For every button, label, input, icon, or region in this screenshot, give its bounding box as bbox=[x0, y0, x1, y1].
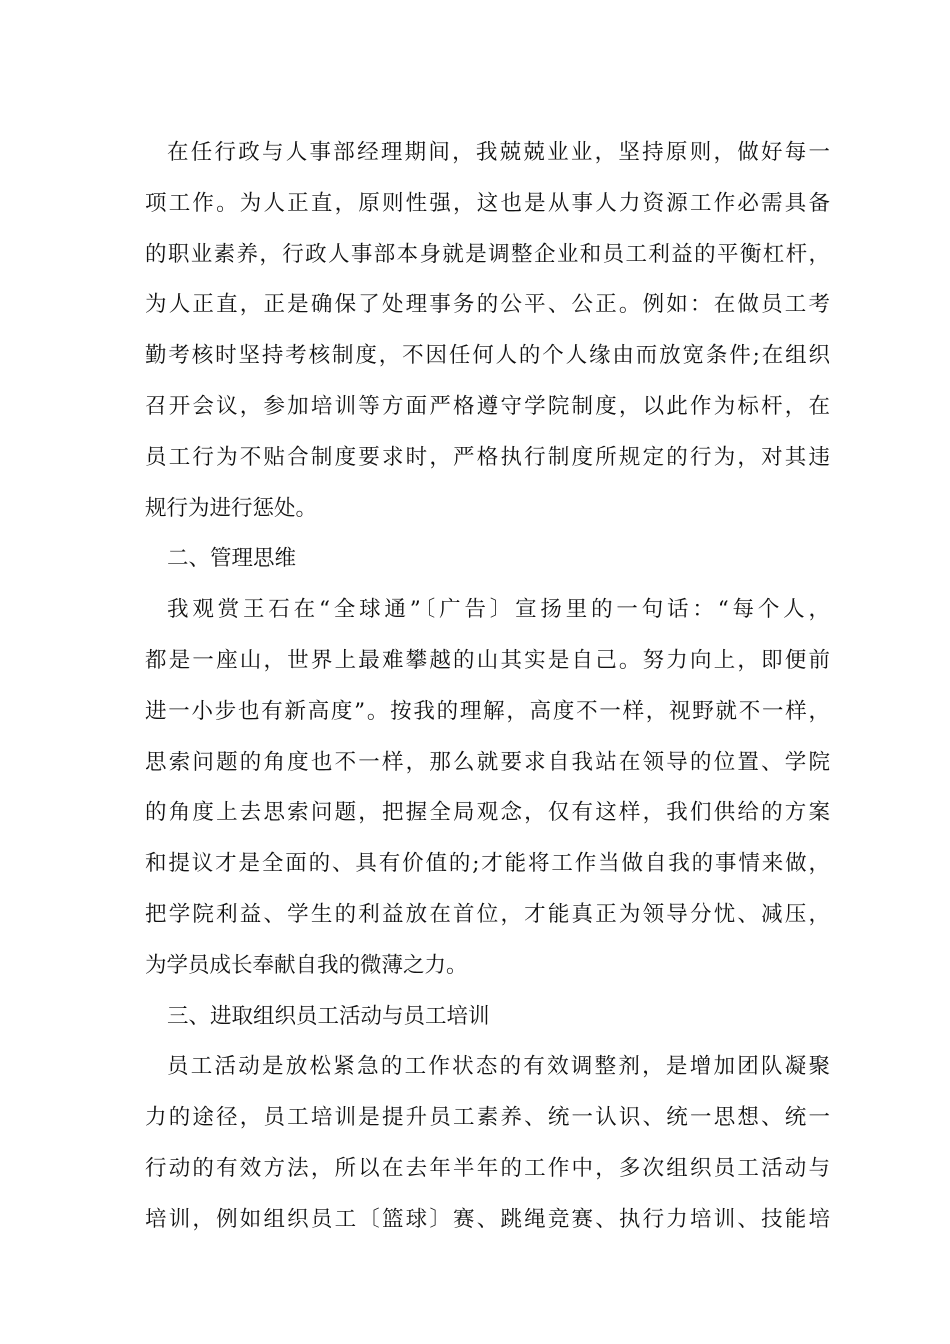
text-line: 的职业素养，行政人事部本身就是调整企业和员工利益的平衡杠杆， bbox=[145, 241, 830, 267]
paragraph-activities bbox=[145, 1042, 830, 1245]
text-line: 员工行为不贴合制度要求时，严格执行制度所规定的行为，对其违 bbox=[145, 444, 830, 470]
text-line: 把学院利益、学生的利益放在首位，才能真正为领导分忧、减压， bbox=[145, 901, 830, 927]
paragraph-management bbox=[145, 585, 830, 991]
text-line: 思索问题的角度也不一样，那么就要求自我站在领导的位置、学院 bbox=[145, 749, 830, 775]
text-line: 力的途径，员工培训是提升员工素养、统一认识、统一思想、统一 bbox=[145, 1105, 830, 1131]
text-line: 的角度上去思索问题，把握全局观念，仅有这样，我们供给的方案 bbox=[145, 800, 830, 826]
text-line: 为学员成长奉献自我的微薄之力。 bbox=[145, 952, 468, 978]
section-heading-management: 二、管理思维 bbox=[167, 546, 297, 572]
text-line: 行动的有效方法，所以在去年半年的工作中，多次组织员工活动与 bbox=[145, 1155, 830, 1181]
text-line: 和提议才是全面的、具有价值的;才能将工作当做自我的事情来做， bbox=[145, 851, 830, 877]
text-line: 员工活动是放松紧急的工作状态的有效调整剂，是增加团队凝聚 bbox=[167, 1054, 830, 1080]
text-line: 为人正直，正是确保了处理事务的公平、公正。例如：在做员工考 bbox=[145, 292, 830, 318]
section-heading-activities: 三、进取组织员工活动与员工培训 bbox=[167, 1003, 490, 1029]
paragraph-conduct bbox=[145, 128, 830, 534]
text-line: 都是一座山，世界上最难攀越的山其实是自己。努力向上，即便前 bbox=[145, 647, 830, 673]
text-line: 项工作。为人正直，原则性强，这也是从事人力资源工作必需具备 bbox=[145, 190, 830, 216]
text-line: 规行为进行惩处。 bbox=[145, 495, 318, 521]
text-line: 培训，例如组织员工〔篮球〕赛、跳绳竞赛、执行力培训、技能培 bbox=[145, 1206, 830, 1232]
text-line: 在任行政与人事部经理期间，我兢兢业业，坚持原则，做好每一 bbox=[167, 140, 830, 165]
document-body bbox=[145, 128, 830, 1246]
text-line: 进一小步也有新高度”。按我的理解，高度不一样，视野就不一样， bbox=[145, 698, 830, 724]
text-line: 勤考核时坚持考核制度，不因任何人的个人缘由而放宽条件;在组织 bbox=[145, 343, 830, 369]
text-line: 我观赏王石在“全球通”〔广告〕宣扬里的一句话：“每个人， bbox=[167, 597, 830, 623]
text-line: 召开会议，参加培训等方面严格遵守学院制度，以此作为标杆，在 bbox=[145, 393, 830, 419]
